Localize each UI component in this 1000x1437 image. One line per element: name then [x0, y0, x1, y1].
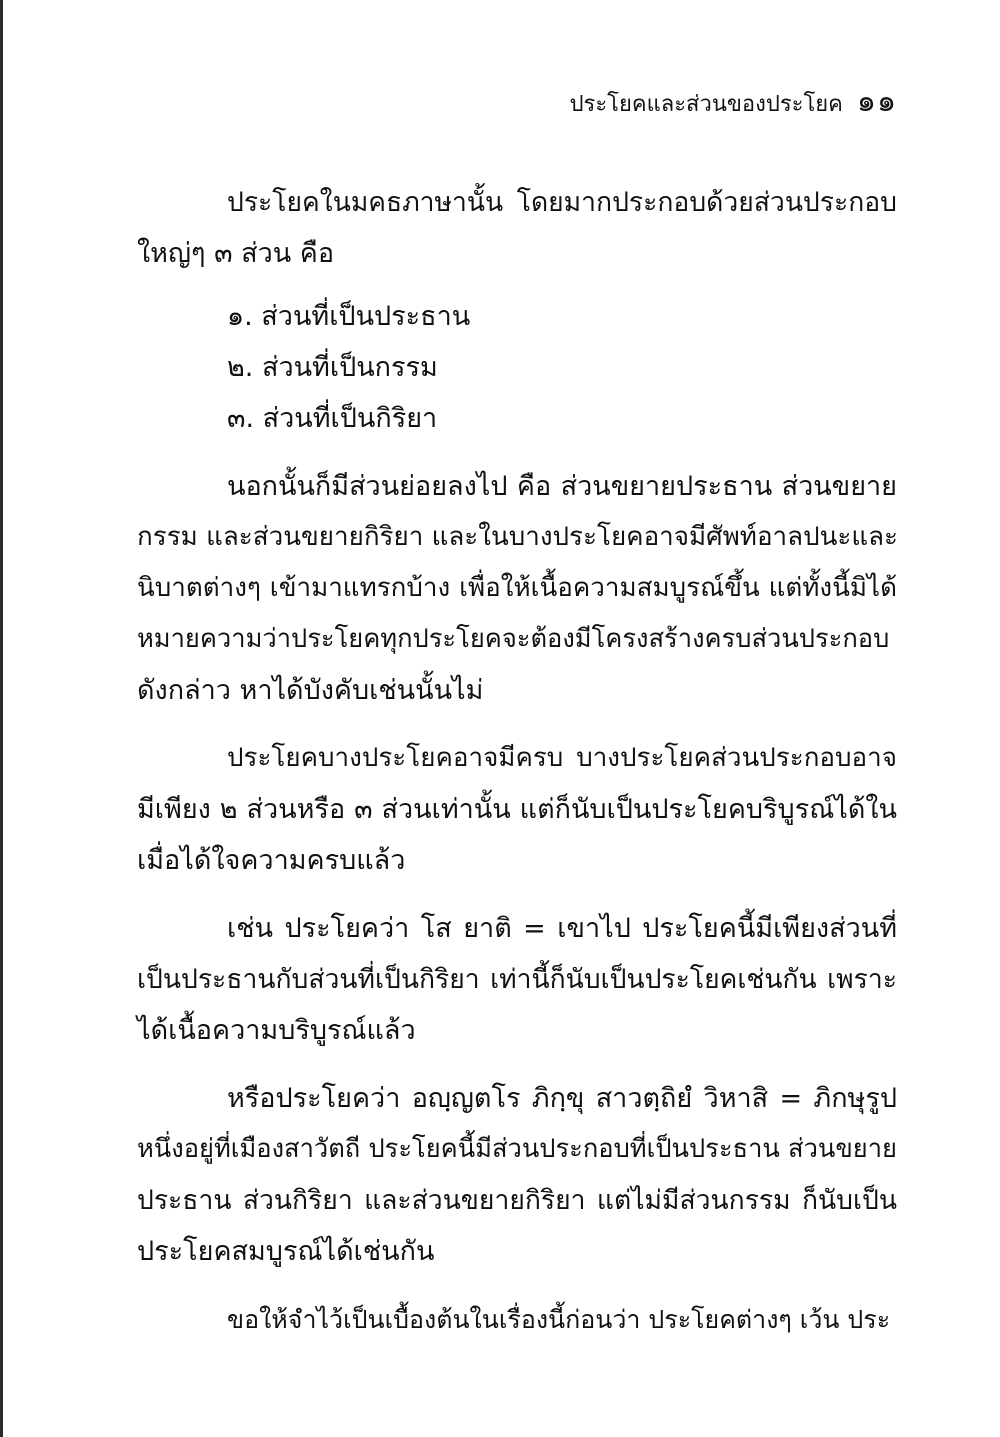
text-line: หนึ่งอยู่ที่เมืองสาวัตถี ประโยคนี้มีส่วนประกอบที่เป็นประธาน ส่วนขยาย — [137, 1134, 897, 1164]
text-line: ประโยคในมคธภาษานั้น โดยมากประกอบด้วยส่วนประกอบ — [227, 187, 897, 218]
running-header — [570, 84, 897, 123]
paragraph-6 — [137, 1294, 897, 1345]
text-line: ประโยคสมบูรณ์ได้เช่นกัน — [137, 1236, 435, 1267]
paragraph-4 — [137, 903, 897, 1056]
list-item: ๑. ส่วนที่เป็นประธาน — [227, 301, 471, 332]
text-line: นอกนั้นก็มีส่วนย่อยลงไป คือ ส่วนขยายประธาน ส่วนขยาย — [227, 471, 897, 502]
text-line: ประธาน ส่วนกิริยา และส่วนขยายกิริยา แต่ไม่มีส่วนกรรม ก็นับเป็น — [137, 1185, 897, 1216]
text-line: กรรม และส่วนขยายกิริยา และในบางประโยคอาจมีศัพท์อาลปนะและ — [137, 522, 898, 552]
paragraph-5 — [137, 1073, 897, 1277]
running-title: ประโยคและส่วนของประโยค — [569, 92, 843, 117]
paragraph-3 — [137, 733, 897, 886]
list-item: ๒. ส่วนที่เป็นกรรม — [227, 352, 438, 383]
text-line: หมายความว่าประโยคทุกประโยคจะต้องมีโครงสร้างครบส่วนประกอบ — [137, 624, 890, 654]
text-line: เมื่อได้ใจความครบแล้ว — [137, 845, 406, 876]
text-line: ขอให้จำไว้เป็นเบื้องต้นในเรื่องนี้ก่อนว่า ประโยคต่างๆ เว้น ประ — [227, 1305, 891, 1334]
paragraph-1 — [137, 177, 897, 279]
page-edge-border — [0, 0, 3, 1437]
text-line: ดังกล่าว หาได้บังคับเช่นนั้นไม่ — [137, 675, 484, 706]
page-body — [137, 177, 897, 1345]
page-number: ๑๑ — [856, 84, 897, 119]
text-line: ประโยคบางประโยคอาจมีครบ บางประโยคส่วนประกอบอาจ — [227, 743, 897, 773]
paragraph-2 — [137, 461, 897, 716]
numbered-list — [137, 291, 897, 444]
text-line: หรือประโยคว่า อญฺญตโร ภิกฺขุ สาวตฺถิยํ วิหาสิ = ภิกษุรูป — [227, 1083, 897, 1114]
text-line: เป็นประธานกับส่วนที่เป็นกิริยา เท่านี้ก็นับเป็นประโยคเช่นกัน เพราะ — [137, 964, 897, 995]
text-line: นิบาตต่างๆ เข้ามาแทรกบ้าง เพื่อให้เนื้อความสมบูรณ์ขึ้น แต่ทั้งนี้มิได้ — [137, 573, 897, 603]
text-line: ใหญ่ๆ ๓ ส่วน คือ — [137, 238, 335, 269]
text-line: เช่น ประโยคว่า โส ยาติ = เขาไป ประโยคนี้มีเพียงส่วนที่ — [227, 913, 897, 944]
text-line: มีเพียง ๒ ส่วนหรือ ๓ ส่วนเท่านั้น แต่ก็นับเป็นประโยคบริบูรณ์ได้ใน — [137, 794, 897, 825]
list-item: ๓. ส่วนที่เป็นกิริยา — [227, 403, 438, 434]
text-line: ได้เนื้อความบริบูรณ์แล้ว — [137, 1015, 416, 1046]
